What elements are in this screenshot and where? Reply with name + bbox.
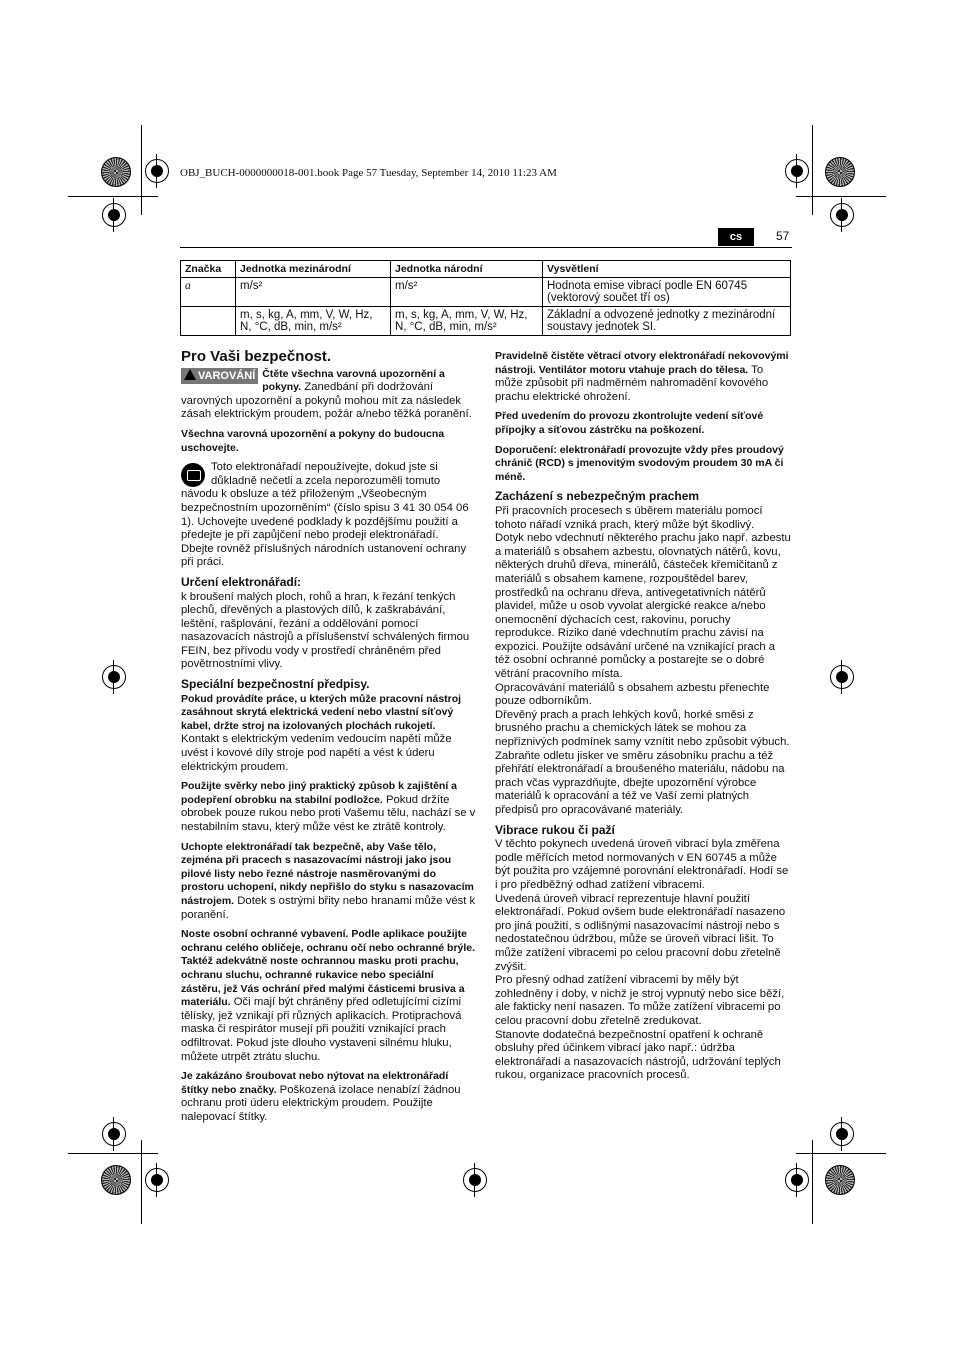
table-cell: a [181,278,236,307]
safety-paragraph: Pravidelně čistěte větrací otvory elektronářadí nekovovými nástroji. Ventilátor motoru vtahuje prach do tělesa. To může způsobit při nadměrném nahromadění kovového prachu elektrické ohrožení. [495,350,789,403]
table-cell: Hodnota emise vibrací podle EN 60745 (vektorový součet tří os) [543,278,791,307]
table-cell: m, s, kg, A, mm, V, W, Hz, N, °C, dB, min, m/s² [236,307,391,336]
safety-paragraph: Použijte svěrky nebo jiný praktický způsob k zajištění a podepření obrobku na stabilní podložce. Pokud držíte obrobek pouze rukou nebo proti Vašemu tělu, nachází se v nestabilním stavu, který může vést ke ztrátě kontroly. [181,780,476,833]
registration-target-icon [102,203,126,227]
right-column [495,350,791,1083]
registration-target-icon [830,203,854,227]
dust-paragraph: Dřevěný prach a prach lehkých kovů, horké směsi z brusného prachu a chemických látek se mohou za nepříznivých podmínek samy vznítit nebo způsobit výbuch. Zabraňte odletu jisker ve směru zásobníku prachu a též přehřátí elektronářadí a broušeného materiálu, nádobu na prach včas vyprazdňujte, dbejte upozornění výrobce materiálů k opracování a též ve Vaší zemi platných předpisů pro opracovávané materiály. [495,708,790,816]
read-manual-icon [181,463,205,487]
vibration-paragraph: Uvedená úroveň vibrací reprezentuje hlavní použití elektronářadí. Pokud ovšem bude elektronářadí nasazeno pro jiná použití, s odlišnými nasazovacími nástroji nebo s nedostatečnou údržbou, může se úroveň vibrací lišit. To může zatížení vibracemi po celou pracovní dobu zřetelně zvýšit. [495,892,786,973]
warning-paragraph: VAROVÁNÍ Čtěte všechna varovná upozornění a pokyny. Zanedbání při dodržování varovných upozornění a pokynů mohou mít za následek zásah elektrickým proudem, požár a/nebo těžká poranění. [181,367,472,421]
registration-target-icon [785,1168,809,1192]
registration-target-icon [102,1122,126,1146]
vibration-paragraph: Pro přesný odhad zatížení vibracemi by měly být zohledněny i doby, v nichž je stroj vypnutý nebo sice běží, ale fakticky není nasazen. To může zatížení vibracemi po celou pracovní dobu zřetelně zredukovat. [495,974,785,1027]
subheading-dust: Zacházení s nebezpečným prachem [495,489,700,504]
subheading-purpose: Určení elektronářadí: [181,574,302,589]
national-rules: Dbejte rovněž příslušných národních ustanovení ochrany při práci. [181,542,467,569]
subheading-special: Speciální bezpečnostní předpisy. [181,677,370,692]
units-table [180,260,791,336]
table-cell: m/s² [236,278,391,307]
color-bar-disk [825,157,855,187]
registration-target-icon [785,159,809,183]
table-header-cell: Značka [181,261,236,278]
left-column [181,350,476,1130]
table-cell: Základní a odvozené jednotky z mezinárodní soustavy jednotek SI. [543,307,791,336]
table-row [181,278,791,307]
language-tab: cs [718,228,754,246]
table-header-cell: Jednotka národní [391,261,543,278]
table-header-row [181,261,791,278]
registration-target-icon [830,1122,854,1146]
print-header: OBJ_BUCH-0000000018-001.book Page 57 Tuesday, September 14, 2010 11:23 AM [180,167,557,179]
page-number: 57 [776,229,790,243]
safety-paragraph: Pokud provádíte práce, u kterých může pracovní nástroj zasáhnout skrytá elektrická vedení nebo vlastní síťový kabel, držte stroj na izolovaných plochách rukojetí. Kontakt s elektrickým vedením vedoucím napětí může uvést i kovové díly stroje pod napětí a vést k úderu elektrickým proudem. [181,692,462,773]
registration-target-icon [145,159,169,183]
subheading-vibration: Vibrace rukou či paží [495,822,615,837]
registration-target-icon [463,1168,487,1192]
keep-instructions: Všechna varovná upozornění a pokyny do budoucna uschovejte. [181,427,445,454]
safety-paragraph: Před uvedením do provozu zkontrolujte vedení síťové přípojky a síťovou zástrčku na poškození. [495,410,764,436]
color-bar-disk [101,1165,131,1195]
vibration-paragraph: Stanovte dodatečná bezpečnostní opatření k ochraně obsluhy před účinkem vibrací jako např.: údržba elektronářadí a nasazovacích nástrojů, udržování teplých rukou, organizace pracovních procesů. [495,1028,781,1082]
color-bar-disk [101,157,131,187]
registration-target-icon [830,665,854,689]
color-bar-disk [825,1165,855,1195]
manual-paragraph: Toto elektronářadí nepoužívejte, dokud jste si důkladně nečetli a zcela neporozuměli tomuto návodu k obsluze a též přiloženým „Všeobecným bezpečnostním upozorněním“ (číslo spisu 3 41 30 054 06 1). Uchovejte uvedené podklady k pozdějšímu použití a předejte je při zapůjčení nebo prodeji elektronářadí. [181,461,469,542]
dust-paragraph: Opracovávání materiálů s obsahem azbestu přenechte pouze odborníkům. [495,681,770,708]
warning-triangle-icon [184,369,196,380]
section-title: Pro Vaši bezpečnost. [181,348,332,365]
table-cell: m, s, kg, A, mm, V, W, Hz, N, °C, dB, min, m/s² [391,307,543,336]
table-header-cell: Vysvětlení [543,261,791,278]
safety-paragraph: Doporučení: elektronářadí provozujte vždy přes proudový chránič (RCD) s jmenovitým svodovým proudem 30 mA či méně. [495,443,784,483]
table-row [181,307,791,336]
dust-paragraph: Při pracovních procesech s úběrem materiálu pomocí tohoto nářadí vzniká prach, který může být škodlivý. [495,504,763,531]
safety-paragraph: Uchopte elektronářadí tak bezpečně, aby Vaše tělo, zejména při pracech s nasazovacími nástroji jako jsou pilové listy nebo řezné nástroje nasměrovanými do prostoru uchopení, nikdy nepřišlo do styku s nasazovacím nástrojem. Dotek s ostrými břity nebo hranami může vést k poranění. [181,840,476,921]
vibration-paragraph: V těchto pokynech uvedená úroveň vibrací byla změřena podle měřících metod normovaných v EN 60745 a může být použita pro vzájemné porovnání elektronářadí. Hodí se i pro předběžný odhad zatížení vibracemi. [495,838,789,891]
table-header-cell: Jednotka mezinárodní [236,261,391,278]
safety-paragraph: Je zakázáno šroubovat nebo nýtovat na elektronářadí štítky nebo značky. Poškozená izolace nenabízí žádnou ochranu proti úderu elektrickým proudem. Použijte nalepovací štítky. [181,1070,461,1123]
header-rule [180,247,792,248]
table-cell: m/s² [391,278,543,307]
dust-paragraph: Dotyk nebo vdechnutí některého prachu jako např. azbestu a materiálů s obsahem azbestu, olovnatých nátěrů, kovu, některých druhů dřeva, minerálů, částeček křemičitanů z materiálů s obsahem kamene, rozpouštědel barev, prostředků na ochranu dřeva, antivegetativních nátěrů plavidel, může u osob vyvolat alergické reakce a/nebo onemocnění dýchacích cest, rakovinu, poruchy reprodukce. Riziko dané vdechnutím prachu závisí na expozici. Použijte odsávání určené na vznikající prach a též osobní ochranné pomůcky a postarejte se o dobré větrání pracovního místa. [495,532,791,681]
registration-target-icon [102,665,126,689]
table-cell [181,307,236,336]
warning-badge: VAROVÁNÍ [181,368,258,385]
safety-paragraph: Noste osobní ochranné vybavení. Podle aplikace použijte ochranu celého obličeje, ochranu očí nebo ochranné brýle. Taktéž adekvátně noste ochrannou masku proti prachu, ochranu sluchu, ochranné rukavice nebo speciální zástěru, jež Vás ochrání před malými částicemi brusiva a materiálu. Oči mají být chráněny před odletujícími cizími tělísky, jež vznikají při různých aplikacích. Protiprachová maska či respirátor musejí při použití vznikající prach odfiltrovat. Pokud jste dlouho vystaveni silnému hluku, můžete utrpět ztrátu sluchu. [181,928,476,1063]
registration-target-icon [145,1168,169,1192]
purpose-paragraph: k broušení malých ploch, rohů a hran, k řezání tenkých plechů, dřevěných a plastových dílů, k zaškrabávání, leštění, rašplování, řezání a oddělování pomocí nasazovacích nástrojů a příslušenství schválených firmou FEIN, bez přívodu vody v prostředí chráněném před povětrnostními vlivy. [181,590,470,671]
